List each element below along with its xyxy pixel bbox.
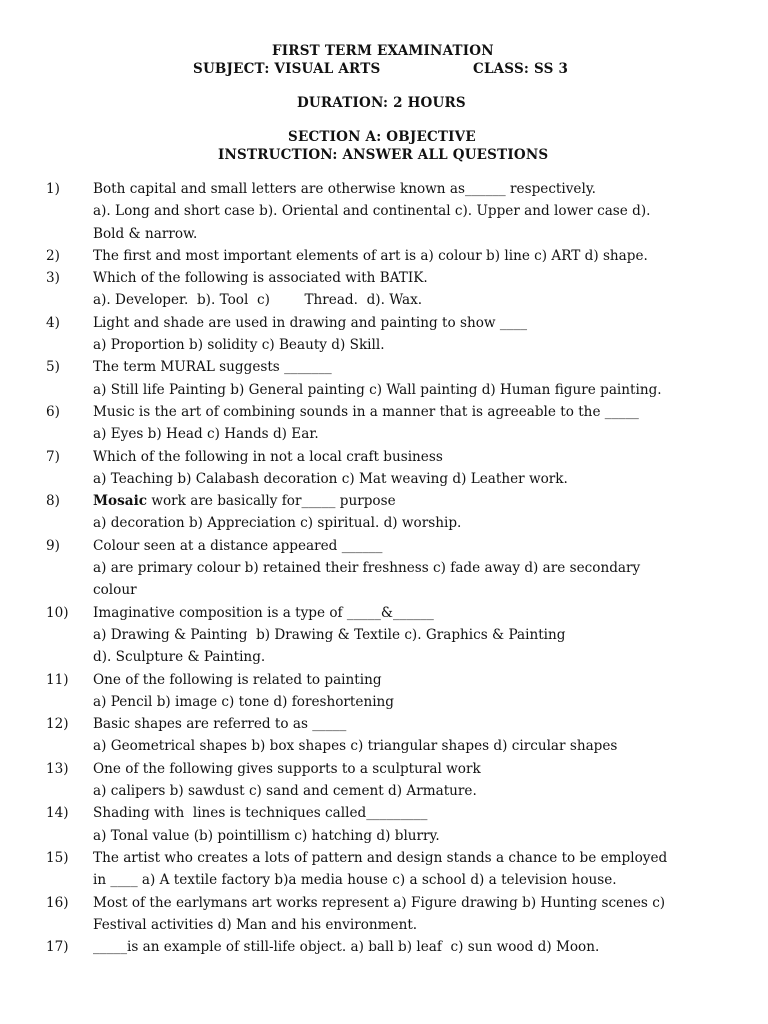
- question-options: a) Eyes b) Head c) Hands d) Ear.: [93, 426, 319, 443]
- question-number: 6): [46, 403, 60, 420]
- question-item: [0, 802, 768, 847]
- question-item: [0, 267, 768, 312]
- question-number: 16): [46, 894, 69, 911]
- question-options: d). Sculpture & Painting.: [93, 649, 266, 666]
- question-text: _____is an example of still-life object. a) ball b) leaf c) sun wood d) Moon.: [93, 939, 600, 956]
- question-item: [0, 312, 768, 357]
- question-number: 14): [46, 805, 69, 822]
- question-number: 5): [46, 359, 60, 376]
- question-item: [0, 446, 768, 491]
- question-item: [0, 936, 768, 958]
- section-heading: SECTION A: OBJECTIVE: [288, 129, 476, 145]
- question-text: The term MURAL suggests _______: [93, 359, 332, 376]
- question-number: 3): [46, 270, 60, 287]
- question-number: 8): [46, 493, 60, 510]
- exam-title: FIRST TERM EXAMINATION: [272, 43, 494, 59]
- question-options: a). Long and short case b). Oriental and continental c). Upper and lower case d).: [93, 203, 651, 220]
- question-options: a) Drawing & Painting b) Drawing & Textile c). Graphics & Painting: [93, 626, 566, 643]
- question-options: Bold & narrow.: [93, 225, 198, 242]
- question-number: 2): [46, 247, 60, 264]
- question-options: a) Proportion b) solidity c) Beauty d) Skill.: [93, 337, 385, 354]
- bold-term: Mosaic: [93, 493, 148, 510]
- exam-duration: DURATION: 2 HOURS: [297, 95, 466, 111]
- question-options: a) Pencil b) image c) tone d) foreshortening: [93, 693, 395, 710]
- question-text-rest: work are basically for_____ purpose: [147, 493, 396, 510]
- question-options: colour: [93, 582, 137, 599]
- question-item: [0, 401, 768, 446]
- question-list: [0, 178, 768, 958]
- question-options: Festival activities d) Man and his environment.: [93, 916, 418, 933]
- question-text: Basic shapes are referred to as _____: [93, 716, 347, 733]
- question-number: 15): [46, 849, 69, 866]
- question-options: a) decoration b) Appreciation c) spiritual. d) worship.: [93, 515, 462, 532]
- question-text: One of the following gives supports to a sculptural work: [93, 760, 481, 777]
- question-text: One of the following is related to painting: [93, 671, 382, 688]
- instruction-heading: INSTRUCTION: ANSWER ALL QUESTIONS: [218, 147, 549, 163]
- question-number: 10): [46, 604, 69, 621]
- question-item: [0, 758, 768, 803]
- question-item: [0, 356, 768, 401]
- question-number: 13): [46, 760, 69, 777]
- question-options: a) are primary colour b) retained their freshness c) fade away d) are secondary: [93, 560, 641, 577]
- question-item: [0, 713, 768, 758]
- question-text: Music is the art of combining sounds in a manner that is agreeable to the _____: [93, 403, 639, 420]
- question-item: [0, 178, 768, 245]
- question-item: [0, 490, 768, 535]
- question-text: [93, 490, 728, 512]
- question-number: 4): [46, 314, 60, 331]
- question-item: [0, 602, 768, 669]
- question-item: [0, 245, 768, 267]
- question-item: [0, 847, 768, 892]
- question-options: in ____ a) A textile factory b)a media house c) a school d) a television house.: [93, 872, 617, 889]
- question-item: [0, 892, 768, 937]
- question-text: The first and most important elements of art is a) colour b) line c) ART d) shape.: [93, 247, 648, 264]
- question-item: [0, 535, 768, 602]
- exam-subject: SUBJECT: VISUAL ARTS: [193, 61, 381, 77]
- question-number: 12): [46, 716, 69, 733]
- question-options: a) Teaching b) Calabash decoration c) Mat weaving d) Leather work.: [93, 470, 568, 487]
- question-text: Which of the following in not a local craft business: [93, 448, 443, 465]
- question-text: Shading with lines is techniques called_________: [93, 805, 428, 822]
- question-text: Colour seen at a distance appeared ______: [93, 537, 383, 554]
- question-number: 9): [46, 537, 60, 554]
- question-number: 17): [46, 939, 69, 956]
- question-text: Both capital and small letters are otherwise known as______ respectively.: [93, 181, 597, 197]
- question-number: 7): [46, 448, 60, 465]
- question-text: The artist who creates a lots of pattern and design stands a chance to be employed: [93, 849, 668, 866]
- question-text: Imaginative composition is a type of _____&______: [93, 604, 434, 621]
- question-number: 11): [46, 671, 69, 688]
- question-options: a) Geometrical shapes b) box shapes c) triangular shapes d) circular shapes: [93, 738, 618, 755]
- question-options: a) Still life Painting b) General painting c) Wall painting d) Human figure painting.: [93, 381, 662, 398]
- question-options: a) Tonal value (b) pointillism c) hatching d) blurry.: [93, 827, 440, 844]
- question-options: a) calipers b) sawdust c) sand and cement d) Armature.: [93, 783, 477, 800]
- question-item: [0, 669, 768, 714]
- question-number: 1): [46, 181, 60, 197]
- exam-class: CLASS: SS 3: [473, 61, 569, 77]
- question-text: Which of the following is associated with BATIK.: [93, 270, 428, 287]
- question-text: Most of the earlymans art works represent a) Figure drawing b) Hunting scenes c): [93, 894, 666, 911]
- question-options: a). Developer. b). Tool c) Thread. d). Wax.: [93, 292, 423, 309]
- question-text: Light and shade are used in drawing and painting to show ____: [93, 314, 528, 331]
